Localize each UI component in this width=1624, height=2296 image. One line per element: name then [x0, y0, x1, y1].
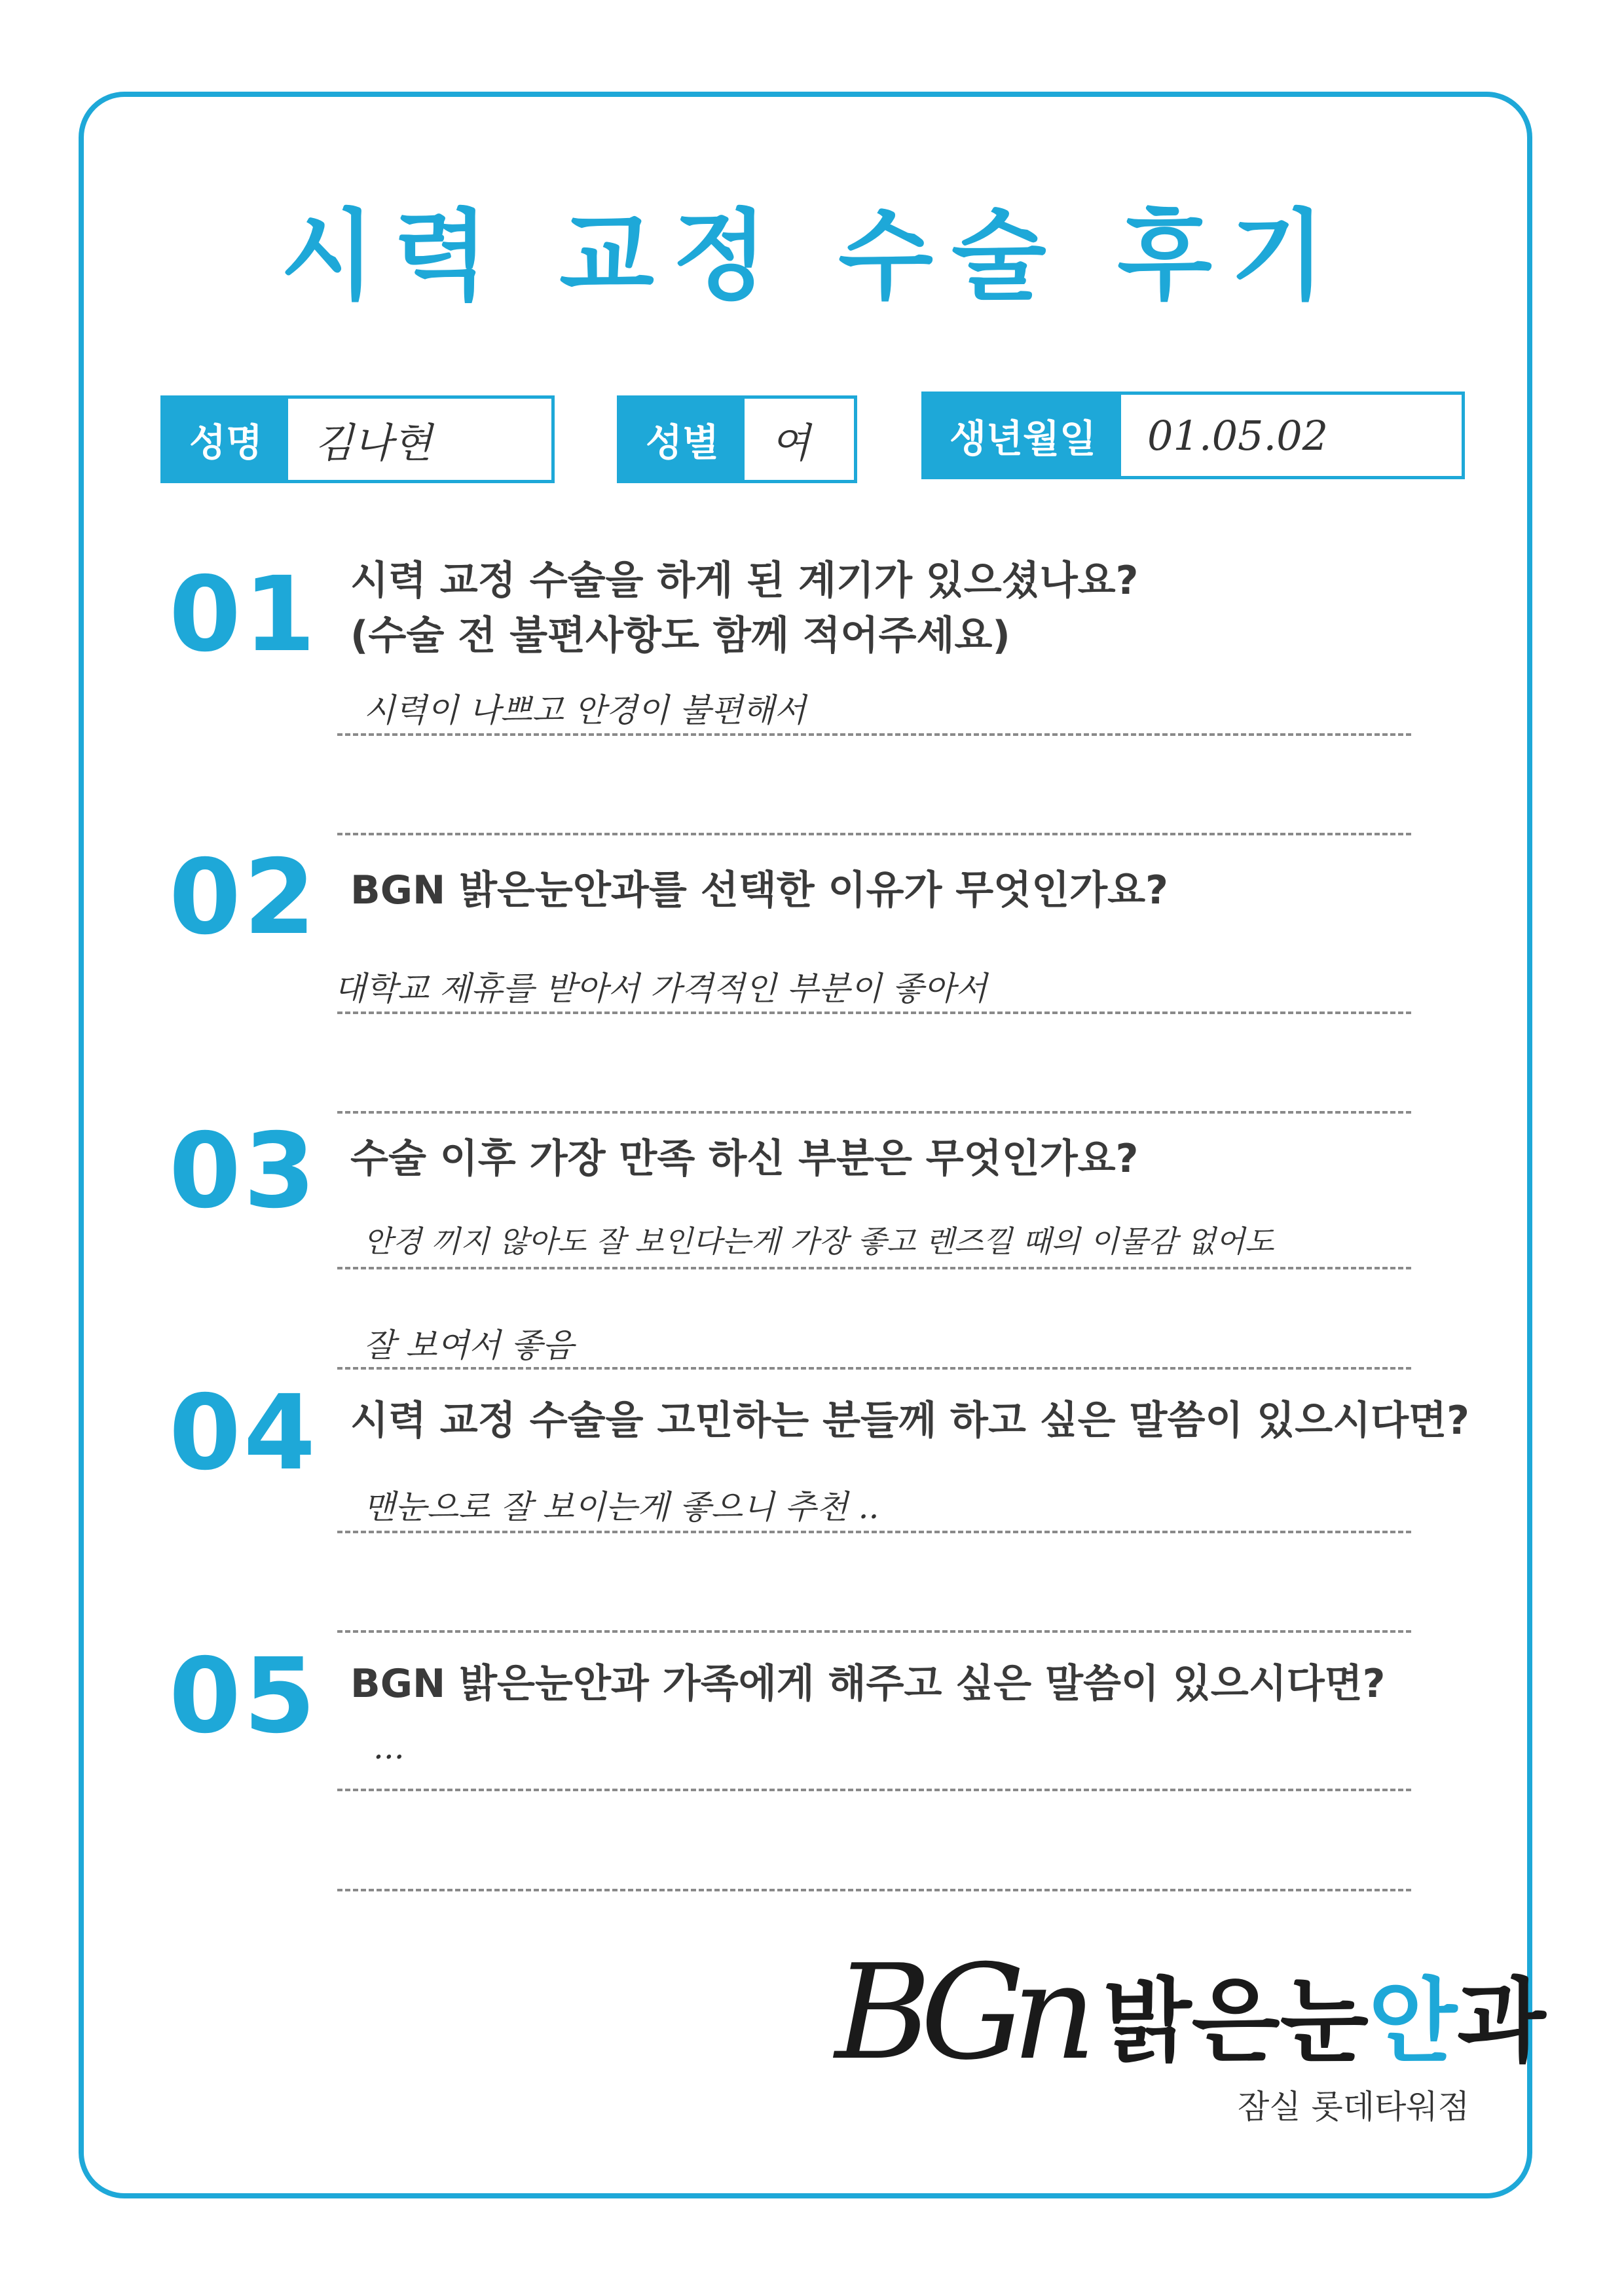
question-text: (수술 전 불편사항도 함께 적어주세요) — [350, 613, 1010, 659]
page-title: 시력 교정 수술 후기 — [280, 200, 1344, 314]
name-label: 성명 — [164, 399, 288, 480]
answer-line — [337, 1111, 1411, 1114]
answer-line — [337, 733, 1411, 736]
gender-field[interactable] — [617, 395, 857, 483]
answer-line — [337, 1011, 1411, 1014]
gender-label: 성별 — [620, 399, 745, 480]
answer-text[interactable]: 시력이 나쁘고 안경이 불편해서 — [363, 691, 806, 729]
question-number: 01 — [169, 555, 318, 675]
question-text: 수술 이후 가장 만족 하신 부분은 무엇인가요? — [350, 1136, 1139, 1182]
logo-name: 밝은눈안과 — [1103, 1969, 1546, 2075]
question-number: 04 — [169, 1373, 318, 1493]
name-field[interactable] — [160, 395, 555, 483]
logo-mark: BGn — [835, 1937, 1084, 2089]
answer-line — [337, 1889, 1411, 1891]
answer-text[interactable]: 맨눈으로 잘 보이는게 좋으니 추천 .. — [363, 1488, 879, 1526]
question-number: 05 — [169, 1636, 318, 1757]
question-text: 시력 교정 수술을 하게 된 계기가 있으셨나요? — [350, 558, 1139, 604]
answer-line — [337, 1789, 1411, 1791]
answer-line — [337, 1630, 1411, 1633]
gender-value: 여 — [771, 418, 810, 467]
question-text: BGN 밝은눈안과를 선택한 이유가 무엇인가요? — [350, 867, 1168, 913]
answer-text[interactable]: 잘 보여서 좋음 — [363, 1326, 574, 1364]
birth-field[interactable] — [921, 392, 1465, 479]
name-value: 김나현 — [314, 418, 432, 467]
answer-line — [337, 1367, 1411, 1370]
answer-text[interactable]: 대학교 제휴를 받아서 가격적인 부분이 좋아서 — [334, 970, 987, 1008]
birth-value: 01.05.02 — [1147, 411, 1329, 460]
question-number: 02 — [169, 837, 318, 958]
birth-label: 생년월일 — [925, 395, 1121, 476]
answer-text[interactable]: ... — [373, 1728, 405, 1766]
question-text: BGN 밝은눈안과 가족에게 해주고 싶은 말씀이 있으시다면? — [350, 1661, 1386, 1707]
question-number: 03 — [169, 1111, 318, 1231]
answer-line — [337, 1531, 1411, 1533]
branch-name: 잠실 롯데타워점 — [1238, 2088, 1469, 2126]
answer-text[interactable]: 안경 끼지 않아도 잘 보인다는게 가장 좋고 렌즈낄 때의 이물감 없어도 — [363, 1224, 1274, 1259]
question-text: 시력 교정 수술을 고민하는 분들께 하고 싶은 말씀이 있으시다면? — [350, 1398, 1469, 1444]
clinic-logo — [835, 1937, 1546, 2089]
answer-line — [337, 833, 1411, 835]
answer-line — [337, 1267, 1411, 1269]
